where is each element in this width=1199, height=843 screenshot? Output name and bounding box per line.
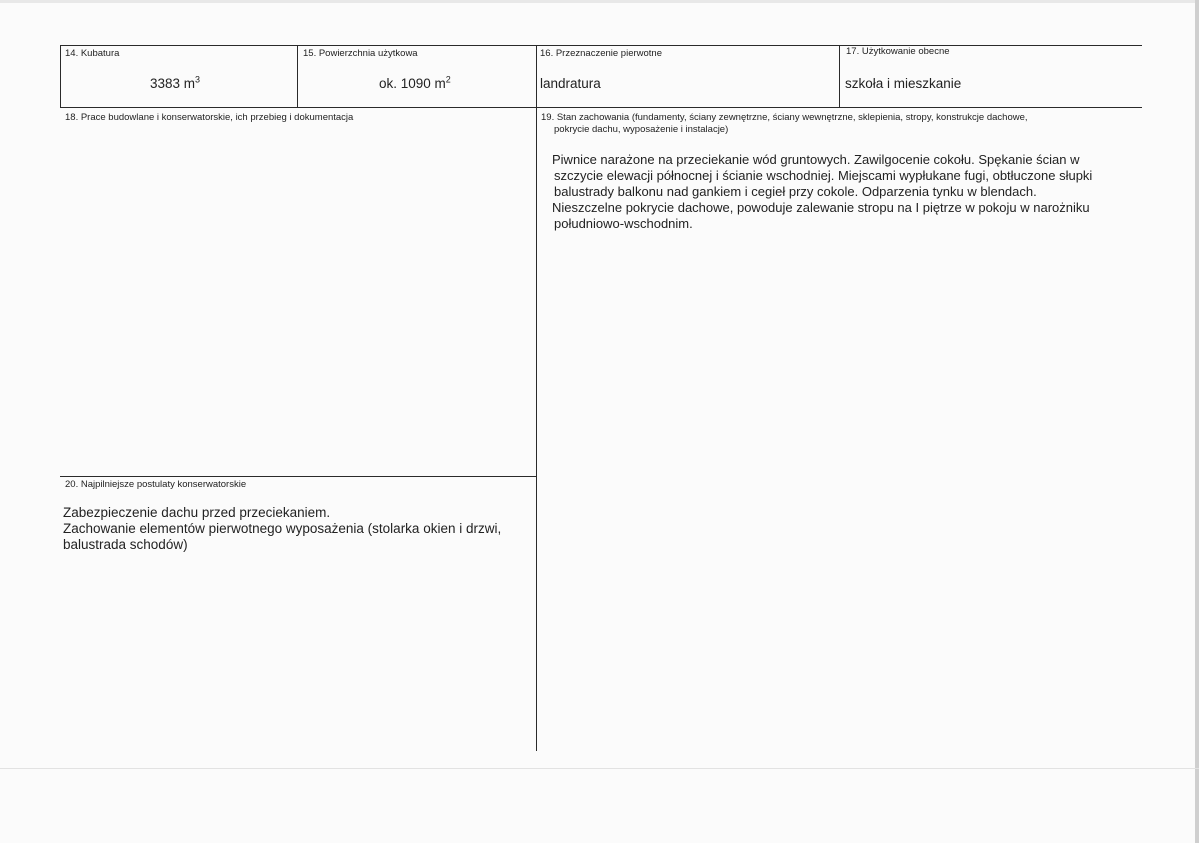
field-15-unit-exponent: 2	[445, 74, 451, 85]
field-14-value-text: 3383 m	[150, 76, 196, 91]
grid-left-edge	[60, 45, 61, 107]
grid-left-split-rule	[60, 476, 537, 477]
field-14-unit-exponent: 3	[195, 74, 201, 85]
field-14-value	[150, 76, 200, 92]
field-19-label-line-2: pokrycie dachu, wyposażenie i instalacje)	[554, 124, 729, 135]
field-15-value-text: ok. 1090 m	[379, 76, 446, 91]
scan-right-edge	[1195, 0, 1199, 843]
grid-divider-16-17	[839, 45, 840, 107]
scan-top-edge	[0, 0, 1199, 3]
field-14-label: 14. Kubatura	[65, 48, 120, 59]
field-15-label: 15. Powierzchnia użytkowa	[303, 48, 418, 59]
grid-divider-14-15	[297, 45, 298, 107]
field-19-text-line-4: Nieszczelne pokrycie dachowe, powoduje zalewanie stropu na I piętrze w pokoju w narożniku	[552, 200, 1090, 215]
grid-top-rule	[60, 45, 1142, 46]
field-20-text-line-3: balustrada schodów)	[63, 537, 188, 552]
field-19-text-line-2: szczycie elewacji północnej i ścianie wschodniej. Miejscami wypłukane fugi, obtłuczone słupki	[554, 168, 1093, 183]
field-19-label-line-1: 19. Stan zachowania (fundamenty, ściany zewnętrzne, ściany wewnętrzne, sklepienia, stropy, konstrukcje dachowe,	[541, 112, 1028, 123]
field-19-text-line-5: południowo-wschodnim.	[554, 216, 693, 231]
field-16-value: landratura	[540, 76, 601, 91]
field-17-label: 17. Użytkowanie obecne	[846, 46, 950, 57]
grid-center-divider	[536, 45, 537, 751]
grid-row-rule	[60, 107, 1142, 108]
field-20-label: 20. Najpilniejsze postulaty konserwatorskie	[65, 479, 247, 490]
field-20-text-line-2: Zachowanie elementów pierwotnego wyposażenia (stolarka okien i drzwi,	[63, 521, 502, 536]
field-19-text-line-1: Piwnice narażone na przeciekanie wód gruntowych. Zawilgocenie cokołu. Spękanie ścian w	[552, 152, 1080, 167]
field-16-label: 16. Przeznaczenie pierwotne	[540, 48, 662, 59]
field-20-text	[63, 505, 501, 553]
scan-artifact-line	[0, 768, 1199, 769]
field-19-text-line-3: balustrady balkonu nad gankiem i cegieł przy cokole. Odparzenia tynku w blendach.	[554, 184, 1037, 199]
field-15-value	[379, 76, 451, 92]
field-17-value: szkoła i mieszkanie	[845, 76, 962, 91]
field-18-label: 18. Prace budowlane i konserwatorskie, ich przebieg i dokumentacja	[65, 112, 354, 123]
field-19-text	[552, 152, 1092, 232]
field-20-text-line-1: Zabezpieczenie dachu przed przeciekaniem.	[63, 505, 331, 520]
